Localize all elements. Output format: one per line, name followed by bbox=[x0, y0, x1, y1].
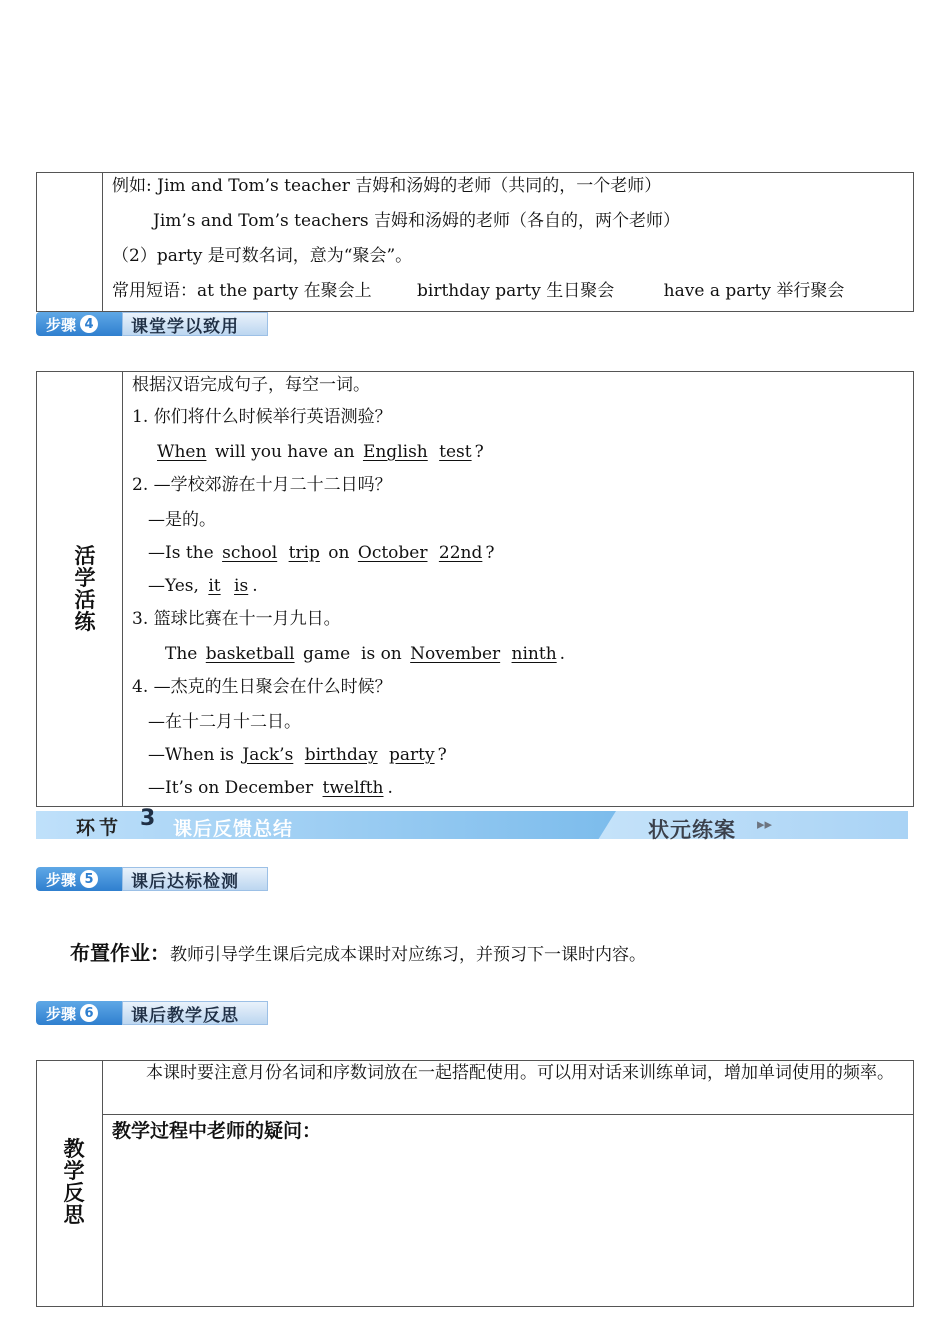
q1-answer-test: test bbox=[439, 442, 472, 462]
q3-end: . bbox=[559, 644, 566, 664]
q4-cn-answer: —在十二月十二日。 bbox=[148, 712, 301, 732]
q2-cn-answer: —是的。 bbox=[148, 510, 216, 530]
q4-reply-end: . bbox=[387, 778, 393, 798]
step6-pill-label: 步骤 bbox=[46, 1004, 77, 1023]
phrase-1: at the party 在聚会上 bbox=[197, 281, 372, 301]
q2-answer-is: is bbox=[234, 576, 249, 596]
q2-answer-22nd: 22nd bbox=[438, 543, 483, 563]
q1-prompt: 1. 你们将什么时候举行英语测验？ bbox=[132, 407, 392, 427]
q3-answer-basketball: basketball bbox=[205, 644, 295, 664]
q2-end: ? bbox=[485, 543, 495, 563]
q2-reply-text: —Yes, bbox=[148, 576, 199, 596]
homework-label: 布置作业： bbox=[70, 941, 170, 965]
q3-text-1: The bbox=[165, 644, 198, 664]
reflection-text: 本课时要注意月份名词和序数词放在一起搭配使用。可以用对话来训练单词，增加单词使用的频率。 bbox=[146, 1063, 894, 1083]
q4-reply bbox=[148, 777, 393, 799]
section3-banner-left bbox=[36, 811, 616, 839]
step4-pill-label: 步骤 bbox=[46, 315, 77, 334]
section3-arrow-icon: ▸▸ bbox=[757, 815, 773, 833]
phrases-line bbox=[112, 280, 844, 302]
homework-text: 教师引导学生课后完成本课时对应练习，并预习下一课时内容。 bbox=[170, 945, 646, 965]
q4-answer-jacks: Jack’s bbox=[242, 745, 294, 765]
step4-number: 4 bbox=[80, 315, 98, 333]
phrases-label: 常用短语： bbox=[112, 281, 197, 301]
example-line-1: 例如: Jim and Tom’s teacher 吉姆和汤姆的老师（共同的，一个老师） bbox=[112, 176, 662, 196]
q3-answer-november: November bbox=[410, 644, 501, 664]
phrase-3: have a party 举行聚会 bbox=[663, 281, 845, 301]
step5-number: 5 bbox=[80, 870, 98, 888]
reflection-divider bbox=[102, 1060, 103, 1307]
section3-label: 环节 bbox=[76, 817, 123, 839]
q4-reply-text: —It’s on December bbox=[148, 778, 314, 798]
q4-prompt: 4. —杰克的生日聚会在什么时候？ bbox=[132, 677, 392, 697]
reflection-table bbox=[36, 1060, 914, 1307]
reflection-side-label: 教学反思 bbox=[63, 1137, 85, 1227]
teacher-question-label: 教学过程中老师的疑问： bbox=[112, 1120, 322, 1142]
table-divider bbox=[102, 172, 103, 312]
q4-text-1: —When is bbox=[148, 745, 234, 765]
q1-text: will you have an bbox=[214, 442, 355, 462]
step5-header bbox=[36, 866, 268, 892]
practice-side-label: 活学活练 bbox=[74, 544, 96, 634]
q2-reply bbox=[148, 575, 258, 597]
practice-instruction: 根据汉语完成句子，每空一词。 bbox=[132, 375, 370, 395]
q2-reply-end: . bbox=[252, 576, 258, 596]
q3-prompt: 3. 篮球比赛在十一月九日。 bbox=[132, 609, 341, 629]
q2-prompt: 2. —学校郊游在十月二十二日吗？ bbox=[132, 475, 392, 495]
q2-text-1: —Is the bbox=[148, 543, 214, 563]
q1-answer-when: When bbox=[157, 442, 207, 462]
step4-pill bbox=[36, 312, 122, 336]
step6-header bbox=[36, 1000, 268, 1026]
example-line-2: Jim’s and Tom’s teachers 吉姆和汤姆的老师（各自的，两个老师） bbox=[153, 211, 680, 231]
q2-answer-october: October bbox=[357, 543, 428, 563]
q3-sentence bbox=[165, 643, 565, 665]
reflection-row-divider bbox=[102, 1114, 914, 1115]
q1-answer-english: English bbox=[362, 442, 428, 462]
q2-answer-it: it bbox=[208, 576, 221, 596]
party-note: （2）party 是可数名词，意为“聚会”。 bbox=[112, 246, 413, 266]
phrase-2: birthday party 生日聚会 bbox=[417, 281, 615, 301]
q4-answer-birthday: birthday bbox=[304, 745, 378, 765]
q2-text-2: on bbox=[328, 543, 350, 563]
step6-number: 6 bbox=[80, 1004, 98, 1022]
step5-pill bbox=[36, 867, 122, 891]
q4-sentence bbox=[148, 744, 447, 766]
q2-sentence bbox=[148, 542, 494, 564]
step5-title: 课后达标检测 bbox=[122, 867, 268, 891]
q4-end: ? bbox=[437, 745, 447, 765]
q4-answer-party: party bbox=[388, 745, 435, 765]
section3-right-title: 状元练案 bbox=[648, 818, 736, 842]
homework-line bbox=[70, 940, 646, 968]
step6-title: 课后教学反思 bbox=[122, 1001, 268, 1025]
practice-divider bbox=[122, 371, 123, 807]
q4-answer-twelfth: twelfth bbox=[322, 778, 384, 798]
q2-answer-trip: trip bbox=[288, 543, 320, 563]
section3-number: 3 bbox=[140, 806, 156, 831]
step6-pill bbox=[36, 1001, 122, 1025]
section3-title: 课后反馈总结 bbox=[173, 818, 294, 840]
q2-answer-school: school bbox=[222, 543, 278, 563]
step4-title: 课堂学以致用 bbox=[122, 312, 268, 336]
q1-sentence bbox=[156, 441, 484, 463]
step4-header bbox=[36, 311, 268, 337]
step5-pill-label: 步骤 bbox=[46, 870, 77, 889]
q3-text-2: game is on bbox=[303, 644, 402, 664]
q3-answer-ninth: ninth bbox=[511, 644, 557, 664]
q1-end: ? bbox=[474, 442, 484, 462]
